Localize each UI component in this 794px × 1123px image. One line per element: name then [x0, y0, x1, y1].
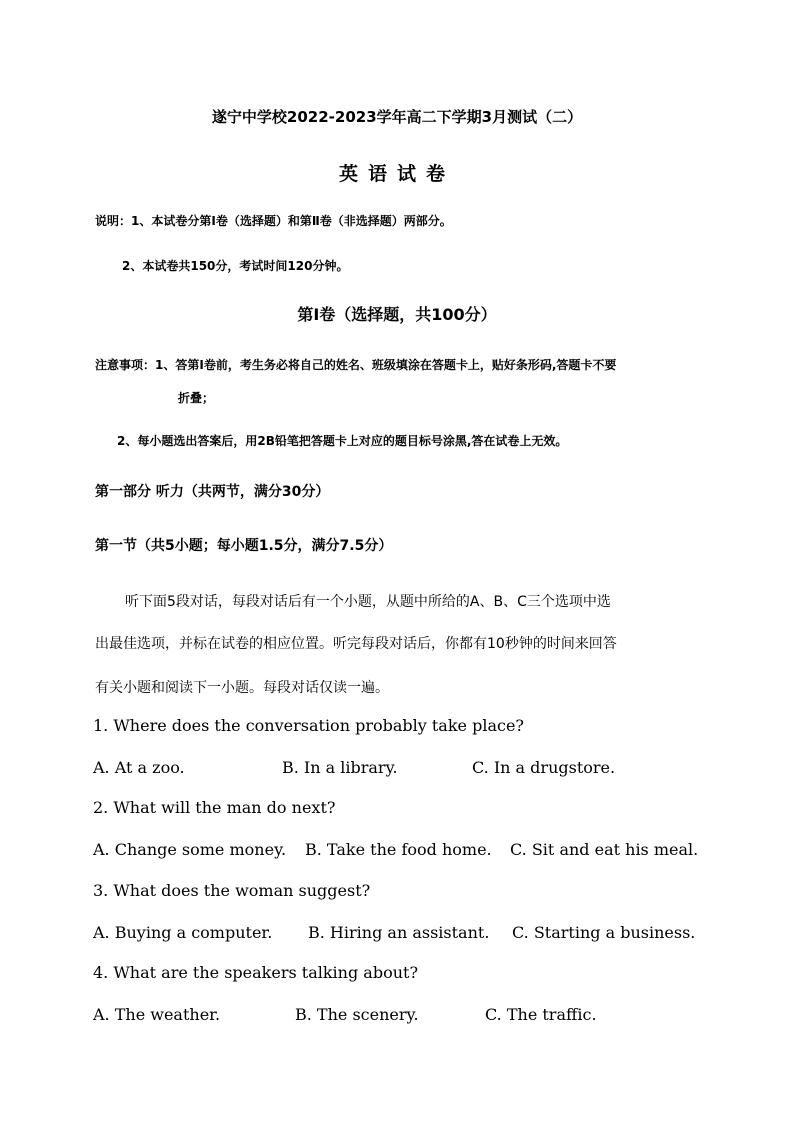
volume-1-title: 第Ⅰ卷（选择题，共100分） — [297, 305, 497, 324]
option-c: C. In a drugstore. — [472, 758, 616, 777]
option-a: A. Change some money. — [93, 840, 287, 859]
subject-title: 英语试卷 — [338, 163, 455, 185]
note-line-2: 2、本试卷共150分，考试时间120分钟。 — [122, 259, 349, 273]
instruction-line: 听下面5段对话，每段对话后有一个小题，从题中所给的A、B、C三个选项中选 — [125, 594, 611, 610]
attention-line-1: 注意事项：1、答第Ⅰ卷前，考生务必将自己的姓名、班级填涂在答题卡上，贴好条形码,答题卡不要 — [95, 358, 617, 372]
option-a: A. Buying a computer. — [93, 923, 273, 942]
question-stem: 2. What will the man do next? — [93, 798, 336, 817]
option-b: B. The scenery. — [295, 1005, 419, 1024]
question-stem: 3. What does the woman suggest? — [93, 881, 371, 900]
question-stem: 1. Where does the conversation probably take place? — [93, 716, 524, 735]
attention-line-2: 2、每小题选出答案后，用2B铅笔把答题卡上对应的题目标号涂黑,答在试卷上无效。 — [117, 434, 568, 448]
option-b: B. Take the food home. — [305, 840, 492, 859]
option-a: A. At a zoo. — [93, 758, 185, 777]
option-c: C. The traffic. — [485, 1005, 597, 1024]
question-stem: 4. What are the speakers talking about? — [93, 963, 419, 982]
part-1-heading: 第一部分 听力（共两节，满分30分） — [95, 484, 330, 500]
instruction-line: 有关小题和阅读下一小题。每段对话仅读一遍。 — [95, 680, 389, 696]
option-b: B. Hiring an assistant. — [308, 923, 490, 942]
section-1-heading: 第一节（共5小题；每小题1.5分，满分7.5分） — [95, 538, 393, 554]
option-b: B. In a library. — [282, 758, 398, 777]
note-line-1: 说明：1、本试卷分第Ⅰ卷（选择题）和第Ⅱ卷（非选择题）两部分。 — [95, 214, 452, 228]
instruction-line: 出最佳选项，并标在试卷的相应位置。听完每段对话后，你都有10秒钟的时间来回答 — [95, 636, 617, 652]
option-a: A. The weather. — [93, 1005, 221, 1024]
exam-title: 遂宁中学校2022-2023学年高二下学期3月测试（二） — [211, 108, 583, 126]
option-c: C. Sit and eat his meal. — [510, 840, 699, 859]
attention-line-1-continued: 折叠； — [178, 391, 215, 405]
option-c: C. Starting a business. — [512, 923, 696, 942]
